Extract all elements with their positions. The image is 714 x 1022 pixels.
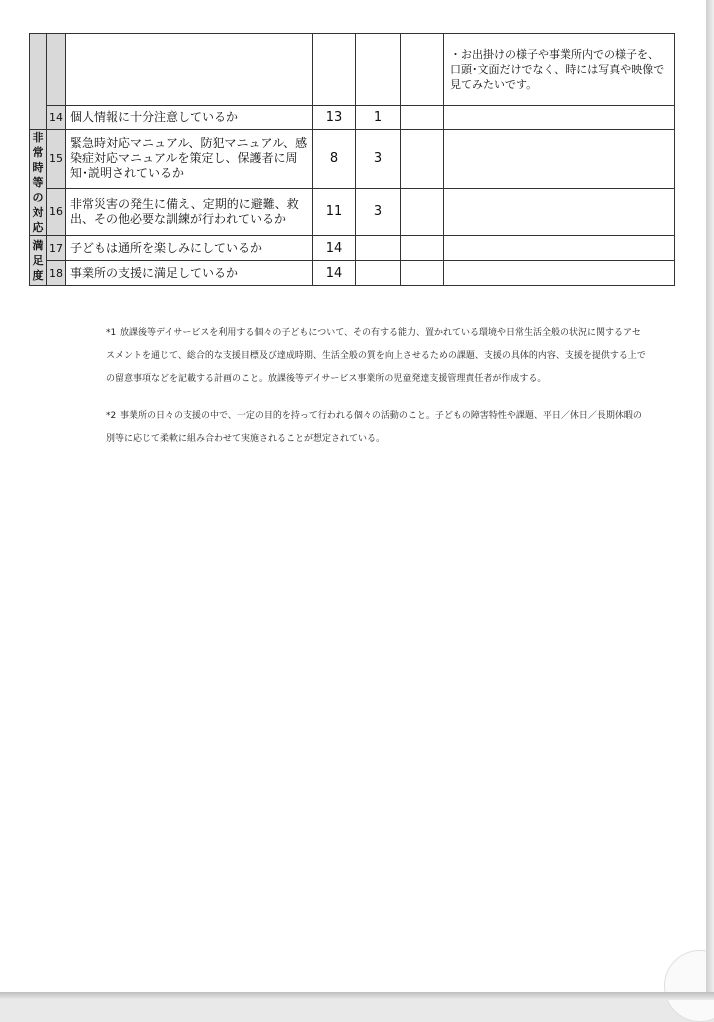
table-row (30, 261, 675, 286)
unknown-count: 1 (356, 106, 401, 130)
yes-count: 8 (313, 130, 356, 189)
comment-cell (444, 106, 675, 130)
comment-cell: ・お出掛けの様子や事業所内での様子を、口頭･文面だけでなく、時には写真や映像で見てみたいです。 (444, 34, 675, 106)
evaluation-table (29, 33, 675, 286)
comment-cell (444, 188, 675, 235)
no-count (401, 106, 444, 130)
row-number: 15 (47, 130, 66, 189)
table-row (30, 188, 675, 235)
comment-cell (444, 130, 675, 189)
unknown-count (356, 34, 401, 106)
unknown-count (356, 236, 401, 261)
unknown-count: 3 (356, 188, 401, 235)
category-emergency: 非 常 時 等 の 対 応 (30, 130, 47, 236)
page-shadow (0, 992, 714, 1000)
item-cell: 非常災害の発生に備え、定期的に避難、救出、その他必要な訓練が行われているか (66, 188, 313, 235)
footnote-mark: *2 (106, 411, 117, 421)
yes-count: 14 (313, 236, 356, 261)
row-number (47, 34, 66, 106)
no-count (401, 236, 444, 261)
footnote (106, 322, 646, 391)
row-number: 18 (47, 261, 66, 286)
no-count (401, 34, 444, 106)
footnote-text: 事業所の日々の支援の中で、一定の目的を持って行われる個々の活動のこと。子どもの障害特性や課題、平日／休日／長期休暇の別等に応じて柔軟に組み合わせて実施されることが想定されている。 (106, 411, 642, 444)
page-shadow (706, 0, 714, 1000)
table-row (30, 106, 675, 130)
yes-count: 13 (313, 106, 356, 130)
item-cell (66, 34, 313, 106)
category-satisfaction: 満 足 度 (30, 236, 47, 286)
item-cell: 緊急時対応マニュアル、防犯マニュアル、感染症対応マニュアルを策定し、保護者に周知･説明されているか (66, 130, 313, 189)
comment-cell (444, 261, 675, 286)
category-cell (30, 34, 47, 130)
table-row (30, 236, 675, 261)
table-row (30, 34, 675, 106)
row-number: 17 (47, 236, 66, 261)
item-cell: 個人情報に十分注意しているか (66, 106, 313, 130)
item-cell: 子どもは通所を楽しみにしているか (66, 236, 313, 261)
item-cell: 事業所の支援に満足しているか (66, 261, 313, 286)
footnote-mark: *1 (106, 328, 117, 338)
no-count (401, 188, 444, 235)
footnotes (106, 322, 646, 465)
row-number: 16 (47, 188, 66, 235)
no-count (401, 261, 444, 286)
unknown-count (356, 261, 401, 286)
comment-cell (444, 236, 675, 261)
footnote (106, 405, 646, 451)
no-count (401, 130, 444, 189)
row-number: 14 (47, 106, 66, 130)
footnote-text: 放課後等デイサービスを利用する個々の子どもについて、その有する能力、置かれている環境や日常生活全般の状況に関するアセスメントを通じて、総合的な支援目標及び達成時期、生活全般の質を向上させるための課題、支援の具体的内容、支援を提供する上での留意事項などを記載する計画のこと。放課後等デイサービス事業所の児童発達支援管理責任者が作成する。 (106, 328, 646, 384)
yes-count: 14 (313, 261, 356, 286)
table-row (30, 130, 675, 189)
yes-count (313, 34, 356, 106)
yes-count: 11 (313, 188, 356, 235)
unknown-count: 3 (356, 130, 401, 189)
